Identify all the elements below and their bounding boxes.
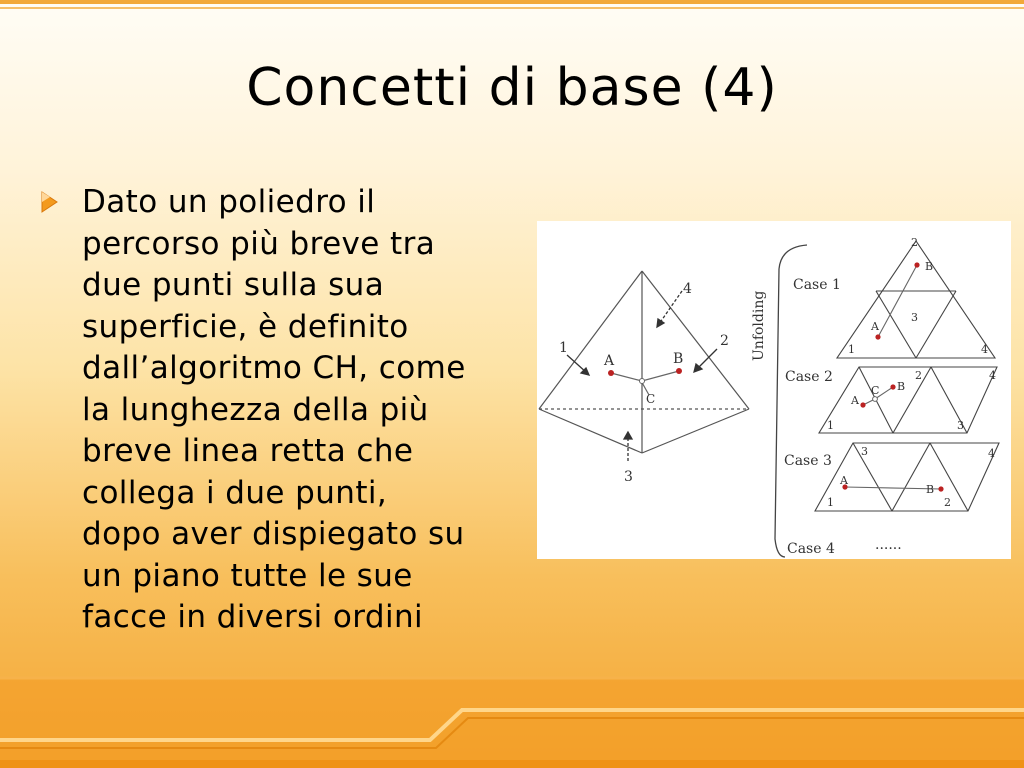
case-2-point-b [890,384,895,389]
case-2-num-1: 1 [827,419,834,432]
case-3-num-3: 3 [861,445,868,458]
arrow-label-4: 4 [683,281,692,297]
case-3-num-2: 2 [944,496,951,509]
case-2-unfolding [819,367,997,433]
case-1-point-a [875,334,880,339]
case-2-label-b: B [897,380,906,393]
case-3-label: Case 3 [784,453,832,469]
case-2-label: Case 2 [785,369,833,385]
case-3-label-a: A [840,474,848,487]
case-2-label-c: C [871,384,880,397]
case-2-point-c [873,397,878,402]
slide-title: Concetti di base (4) [246,58,778,118]
case-1-label-b: B [925,260,934,273]
case-2-point-a [860,402,865,407]
arrow-label-2: 2 [720,333,729,349]
top-accent-line-thin [0,7,1024,9]
pyramid-label-a: A [604,353,615,369]
case-1-num-2: 2 [911,236,918,249]
case-3-num-4: 4 [988,447,995,460]
case-2-num-3: 3 [957,419,964,432]
point-c-marker [640,379,645,384]
case-4-ellipsis: ...... [875,537,902,553]
case-1-unfolding [837,241,995,358]
case-1-num-1: 1 [848,343,855,356]
arrow-label-1: 1 [559,340,568,356]
case-1-label: Case 1 [793,277,841,293]
orange-triangle-bullet-icon [40,190,60,214]
case-2-num-2: 2 [915,369,922,382]
pyramid-points [608,368,682,384]
arrow-label-3: 3 [624,469,633,485]
case-1-label-a: A [871,320,879,333]
case-3-point-b [938,486,943,491]
unfolding-label: Unfolding [751,290,767,361]
pyramid-diagram [539,271,749,453]
point-a-marker [608,370,614,376]
polyhedron-unfolding-figure [537,221,1011,559]
case-1-num-3: 3 [911,311,918,324]
case-3-label-b: B [926,483,935,496]
case-4-label: Case 4 [787,541,835,557]
point-b-marker [676,368,682,374]
case-2-label-a: A [851,394,859,407]
top-accent-line [0,0,1024,4]
case-1-point-b [914,262,919,267]
case-2-num-4: 4 [989,369,996,382]
pyramid-label-c: C [646,392,656,406]
bullet-text: Dato un poliedro il percorso più breve tra due punti sulla sua superficie, è definito dall’algoritmo CH, come la lunghezza della più breve linea retta che collega i due punti, dopo aver dispiegato su un piano tutte le sue facce in diversi ordini [82,184,466,635]
case-3-num-1: 1 [827,496,834,509]
case-1-num-4: 4 [981,343,988,356]
bottom-decoration [0,660,1024,768]
pyramid-label-b: B [673,351,684,367]
